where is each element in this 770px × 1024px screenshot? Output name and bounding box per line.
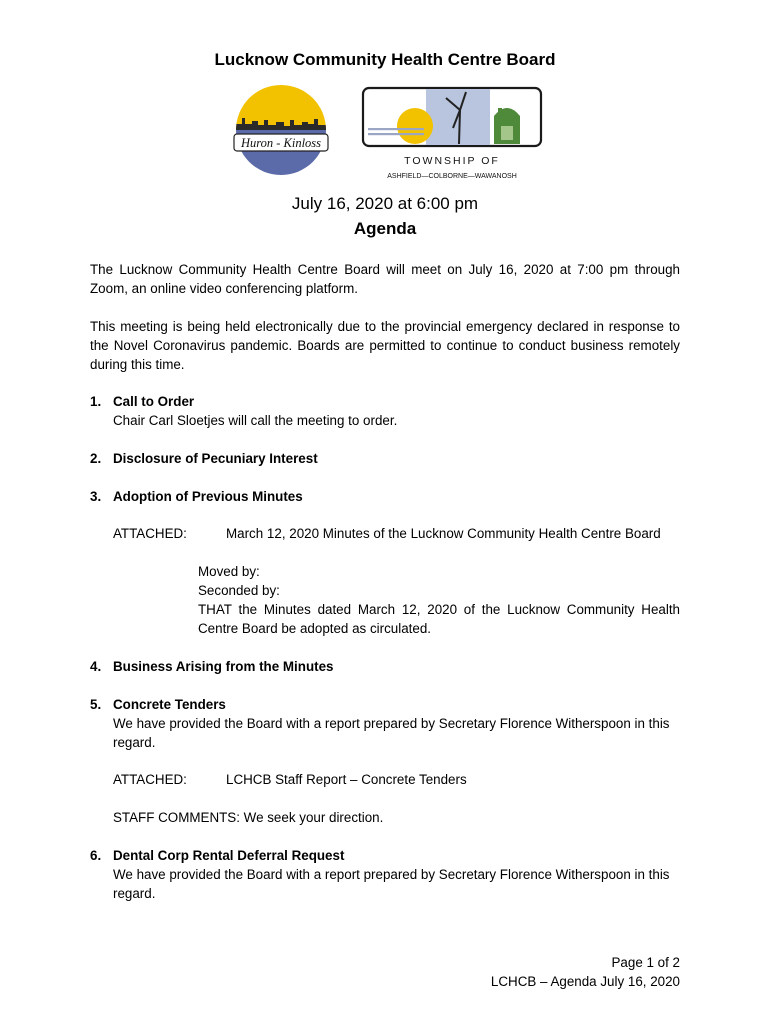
- page-number: Page 1 of 2: [611, 955, 680, 970]
- agenda-item-concrete-tenders: [90, 695, 680, 752]
- document-title: Lucknow Community Health Centre Board: [214, 50, 556, 69]
- item-title: Concrete Tenders: [113, 697, 226, 712]
- agenda-item-dental-corp: [90, 846, 680, 903]
- item-text: We have provided the Board with a report prepared by Secretary Florence Witherspoon in this regard.: [113, 867, 670, 901]
- intro-paragraph: The Lucknow Community Health Centre Board will meet on July 16, 2020 at 7:00 pm through Zoom, an online video conferencing platform.: [90, 262, 680, 296]
- item-text: We have provided the Board with a report prepared by Secretary Florence Witherspoon in this regard.: [113, 716, 670, 750]
- agenda-item-business-arising: [90, 657, 680, 676]
- motion-text: THAT the Minutes dated March 12, 2020 of the Lucknow Community Health Centre Board be adopted as circulated.: [198, 602, 680, 636]
- attached-label: ATTACHED:: [113, 772, 187, 787]
- meeting-date: July 16, 2020 at 6:00 pm: [291, 194, 479, 213]
- svg-text:TOWNSHIP OF: TOWNSHIP OF: [404, 155, 500, 167]
- attached-value: LCHCB Staff Report – Concrete Tenders: [226, 772, 467, 787]
- item-number: 2.: [90, 451, 102, 466]
- intro-paragraph: This meeting is being held electronically due to the provincial emergency declared in response to the Novel Coronavirus pandemic. Boards are permitted to continue to conduct business remotely during this time.: [90, 319, 680, 372]
- staff-comments: STAFF COMMENTS: We seek your direction.: [113, 810, 384, 825]
- item-number: 5.: [90, 697, 102, 712]
- item-number: 1.: [90, 394, 102, 409]
- item-title: Call to Order: [113, 394, 195, 409]
- item-title: Disclosure of Pecuniary Interest: [113, 451, 318, 466]
- agenda-item-call-to-order: [90, 392, 680, 430]
- township-acw-logo: [360, 86, 544, 182]
- item-title: Business Arising from the Minutes: [113, 659, 334, 674]
- item-number: 4.: [90, 659, 102, 674]
- agenda-item-pecuniary-interest: [90, 449, 680, 468]
- attached-label: ATTACHED:: [113, 526, 187, 541]
- svg-text:Huron - Kinloss: Huron - Kinloss: [240, 136, 322, 150]
- item-number: 6.: [90, 848, 102, 863]
- footer-doc-title: LCHCB – Agenda July 16, 2020: [490, 974, 680, 989]
- item-number: 3.: [90, 489, 102, 504]
- seconded-by: Seconded by:: [198, 583, 280, 598]
- svg-text:ASHFIELD—COLBORNE—WAWANOSH: ASHFIELD—COLBORNE—WAWANOSH: [387, 173, 517, 180]
- agenda-heading: Agenda: [353, 219, 417, 238]
- item-title: Dental Corp Rental Deferral Request: [113, 848, 345, 863]
- item-text: Chair Carl Sloetjes will call the meeting to order.: [113, 413, 398, 428]
- huron-kinloss-logo: [228, 84, 334, 176]
- moved-by: Moved by:: [198, 564, 260, 579]
- item-title: Adoption of Previous Minutes: [113, 489, 303, 504]
- agenda-item-previous-minutes: [90, 487, 680, 506]
- attached-value: March 12, 2020 Minutes of the Lucknow Community Health Centre Board: [226, 526, 661, 541]
